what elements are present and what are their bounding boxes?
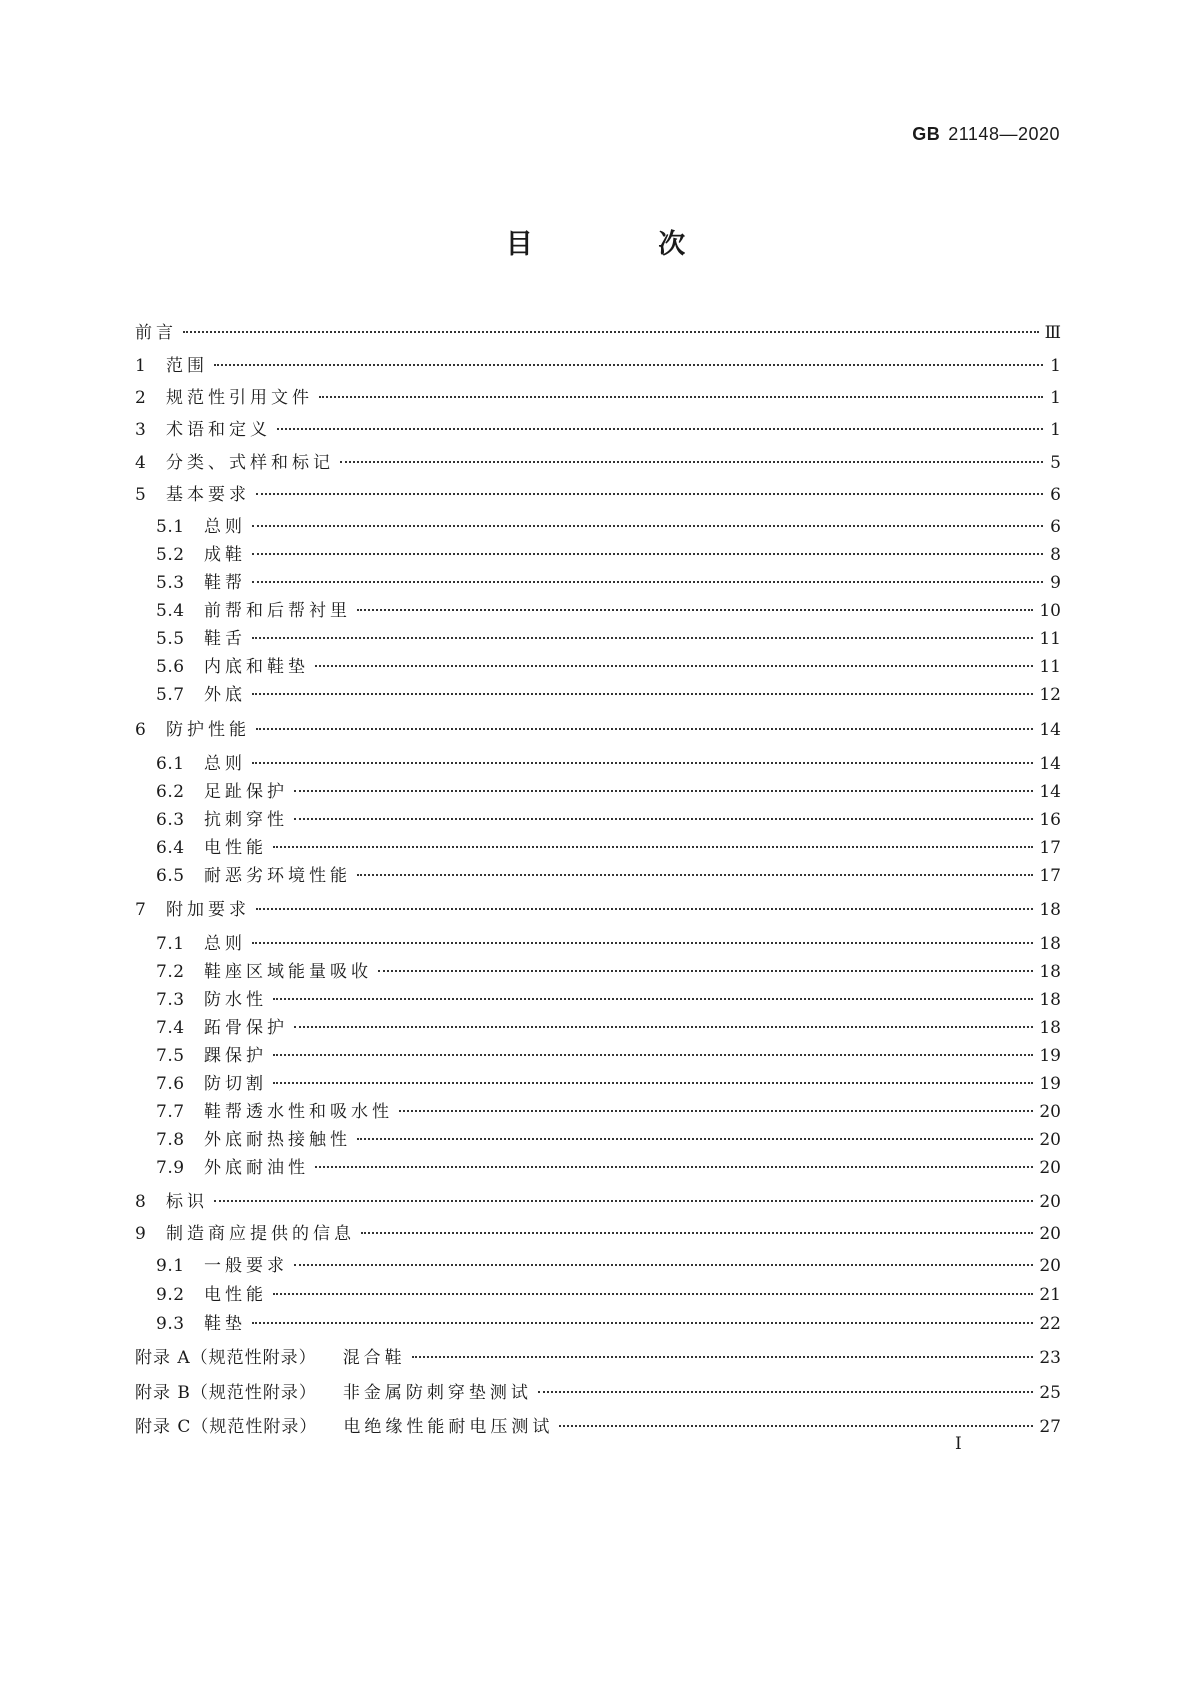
toc-entry-label: 基本要求 [166,485,250,505]
dot-leader [273,1053,1033,1056]
toc-entry-page: 18 [1039,990,1061,1010]
toc-entry[interactable] [135,1415,1061,1439]
dot-leader [252,636,1033,639]
toc-entry[interactable] [156,599,1061,623]
toc-entry[interactable] [156,627,1061,651]
dot-leader [412,1355,1034,1358]
toc-entry-label: 成鞋 [204,545,246,565]
dot-leader [277,427,1043,430]
dot-leader [252,552,1043,555]
toc-entry[interactable] [135,418,1061,442]
toc-entry-number: 7.2 [156,962,185,982]
dot-leader [357,608,1033,611]
toc-entry-number: 2 [135,388,147,408]
toc-entry[interactable] [156,543,1061,567]
toc-entry-page: 6 [1050,485,1061,505]
toc-entry-label: 外底耐油性 [204,1158,309,1178]
dot-leader [315,664,1033,667]
toc-entry-label: 外底耐热接触性 [204,1130,351,1150]
toc-entry-page: 14 [1039,754,1061,774]
standard-prefix: GB [912,124,941,144]
toc-entry-page: 19 [1039,1046,1061,1066]
toc-entry[interactable] [156,988,1061,1012]
toc-entry-label: 术语和定义 [166,420,271,440]
toc-entry-number: 6.4 [156,838,185,858]
toc-entry-page: 12 [1039,685,1061,705]
toc-entry[interactable] [156,1128,1061,1152]
toc-entry-number: 6.3 [156,810,185,830]
toc-entry-page: 25 [1039,1383,1061,1403]
toc-entry-label: 分类、式样和标记 [166,453,334,473]
dot-leader [252,761,1033,764]
toc-entry[interactable] [156,1283,1061,1307]
toc-entry-page: 1 [1050,388,1061,408]
toc-entry[interactable] [156,960,1061,984]
toc-entry[interactable] [156,1156,1061,1180]
toc-entry-page: 16 [1039,810,1061,830]
appendix-label: 附录 C（规范性附录） [135,1417,318,1437]
toc-entry-page: 22 [1039,1314,1061,1334]
dot-leader [538,1390,1033,1393]
footer-page-number: I [955,1434,962,1454]
toc-entry-number: 9.2 [156,1285,185,1305]
toc-entry-number: 5 [135,485,147,505]
toc-entry[interactable] [156,1100,1061,1124]
toc-entry[interactable] [156,932,1061,956]
dot-leader [399,1109,1033,1112]
toc-entry-number: 7.1 [156,934,185,954]
toc-entry-label: 耐恶劣环境性能 [204,866,351,886]
toc-entry-page: 18 [1039,962,1061,982]
toc-entry-number: 6.5 [156,866,185,886]
toc-entry-page: 14 [1039,720,1061,740]
toc-entry[interactable] [135,1190,1061,1214]
toc-entry-page: 18 [1039,1018,1061,1038]
toc-entry-label: 总则 [204,934,246,954]
toc-entry-number: 6 [135,720,147,740]
appendix-title: 混合鞋 [342,1348,406,1368]
dot-leader [256,727,1033,730]
dot-leader [294,1263,1033,1266]
toc-entry-label: 抗刺穿性 [204,810,288,830]
dot-leader [559,1424,1033,1427]
toc-entry-page: 20 [1039,1256,1061,1276]
appendix-title: 非金属防刺穿垫测试 [342,1383,532,1403]
toc-entry-page: 6 [1050,517,1061,537]
toc-entry[interactable] [135,1381,1061,1405]
toc-entry[interactable] [135,321,1061,345]
toc-entry[interactable] [135,898,1061,922]
toc-entry-label: 防切割 [204,1074,267,1094]
toc-entry-label: 附加要求 [166,900,250,920]
toc-entry-number: 9.1 [156,1256,185,1276]
toc-entry[interactable] [135,483,1061,507]
toc-entry-label: 鞋座区域能量吸收 [204,962,372,982]
toc-entry[interactable] [156,1312,1061,1336]
toc-entry-label: 跖骨保护 [204,1018,288,1038]
toc-entry[interactable] [156,836,1061,860]
toc-entry-label: 鞋舌 [204,629,246,649]
toc-entry-page: 19 [1039,1074,1061,1094]
toc-entry-number: 1 [135,356,147,376]
toc-entry-label [135,1381,532,1405]
toc-entry-number: 5.4 [156,601,185,621]
toc-entry-number: 5.2 [156,545,185,565]
toc-entry-label: 电性能 [204,838,267,858]
dot-leader [357,1137,1033,1140]
appendix-label: 附录 B（规范性附录） [135,1383,317,1403]
toc-entry-number: 8 [135,1192,147,1212]
dot-leader [294,817,1033,820]
toc-entry-number: 7 [135,900,147,920]
dot-leader [214,363,1043,366]
appendix-label: 附录 A（规范性附录） [135,1348,317,1368]
toc-entry-label: 制造商应提供的信息 [166,1224,355,1244]
toc-entry-label: 规范性引用文件 [166,388,313,408]
toc-entry-label: 外底 [204,685,246,705]
toc-entry-number: 6.1 [156,754,185,774]
toc-entry-page: 18 [1039,934,1061,954]
standard-number: 21148—2020 [948,124,1060,144]
toc-entry-page: 14 [1039,782,1061,802]
toc-entry[interactable] [156,1072,1061,1096]
dot-leader [252,580,1043,583]
toc-entry-page: 18 [1039,900,1061,920]
dot-leader [273,1292,1033,1295]
toc-entry-page: 20 [1039,1130,1061,1150]
dot-leader [273,845,1033,848]
toc-entry-page: 27 [1039,1417,1061,1437]
toc-entry-label [135,1346,406,1370]
dot-leader [361,1231,1033,1234]
dot-leader [252,692,1033,695]
dot-leader [319,395,1043,398]
dot-leader [252,1321,1033,1324]
dot-leader [294,789,1033,792]
toc-entry-number: 5.1 [156,517,185,537]
toc-entry-label: 总则 [204,754,246,774]
toc-entry-number: 7.6 [156,1074,185,1094]
toc-entry-number: 4 [135,453,147,473]
toc-entry-label: 防水性 [204,990,267,1010]
toc-entry-label: 踝保护 [204,1046,267,1066]
toc-entry-page: 17 [1039,866,1061,886]
dot-leader [256,907,1033,910]
toc-entry-label: 足趾保护 [204,782,288,802]
toc-entry[interactable] [135,1222,1061,1246]
dot-leader [294,1025,1033,1028]
toc-entry[interactable] [156,1016,1061,1040]
toc-entry-page: 5 [1050,453,1061,473]
appendix-title: 电绝缘性能耐电压测试 [343,1417,554,1437]
toc-entry-number: 5.7 [156,685,185,705]
toc-entry-number: 3 [135,420,147,440]
toc-entry-label: 鞋帮透水性和吸水性 [204,1102,393,1122]
toc-entry-number: 5.6 [156,657,185,677]
toc-entry-number: 7.7 [156,1102,185,1122]
toc-entry-number: 7.4 [156,1018,185,1038]
toc-entry-page: 1 [1050,420,1061,440]
toc-entry[interactable] [135,354,1061,378]
toc-title: 目 次 [505,229,744,260]
toc-entry-label: 鞋帮 [204,573,246,593]
toc-entry-page: Ⅲ [1044,323,1061,343]
toc-entry[interactable] [156,1044,1061,1068]
dot-leader [256,492,1043,495]
toc-entry-label: 内底和鞋垫 [204,657,309,677]
dot-leader [378,969,1033,972]
dot-leader [315,1165,1033,1168]
toc-entry-page: 11 [1039,657,1061,677]
dot-leader [340,460,1043,463]
toc-entry-number: 7.8 [156,1130,185,1150]
toc-entry-label: 防护性能 [166,720,250,740]
toc-entry-number: 5.5 [156,629,185,649]
toc-entry-number: 7.5 [156,1046,185,1066]
toc-entry-page: 20 [1039,1192,1061,1212]
dot-leader [214,1199,1033,1202]
toc-entry-number: 7.3 [156,990,185,1010]
toc-entry-number: 5.3 [156,573,185,593]
toc-entry[interactable] [156,752,1061,776]
dot-leader [357,873,1033,876]
toc-entry-label: 前帮和后帮衬里 [204,601,351,621]
toc-entry[interactable] [156,864,1061,888]
toc-entry-label [135,1415,553,1439]
toc-entry-page: 20 [1039,1158,1061,1178]
toc-entry-label: 总则 [204,517,246,537]
toc-entry-label: 电性能 [204,1285,267,1305]
toc-entry[interactable] [135,718,1061,742]
dot-leader [273,1081,1033,1084]
toc-entry-page: 11 [1039,629,1061,649]
toc-entry[interactable] [156,808,1061,832]
toc-entry-label: 一般要求 [204,1256,288,1276]
toc-entry-label: 前言 [135,323,177,343]
toc-entry[interactable] [135,386,1061,410]
toc-entry-page: 1 [1050,356,1061,376]
dot-leader [252,941,1033,944]
toc-entry-number: 9 [135,1224,147,1244]
toc-entry[interactable] [135,1346,1061,1370]
toc-entry-number: 7.9 [156,1158,185,1178]
toc-entry[interactable] [156,655,1061,679]
toc-entry-page: 17 [1039,838,1061,858]
toc-entry-page: 21 [1039,1285,1061,1305]
toc-entry-page: 9 [1050,573,1061,593]
toc-entry[interactable] [156,1254,1061,1278]
toc-entry-number: 6.2 [156,782,185,802]
toc-entry[interactable] [156,683,1061,707]
toc-entry-label: 范围 [166,356,208,376]
toc-entry-page: 8 [1050,545,1061,565]
toc-entry-number: 9.3 [156,1314,185,1334]
dot-leader [183,330,1039,333]
toc-entry[interactable] [156,571,1061,595]
dot-leader [252,524,1043,527]
toc-entry[interactable] [156,515,1061,539]
toc-entry-label: 标识 [166,1192,208,1212]
toc-entry-page: 20 [1039,1224,1061,1244]
toc-entry-page: 10 [1039,601,1061,621]
toc-entry[interactable] [156,780,1061,804]
standard-code [912,124,1060,145]
toc-entry[interactable] [135,451,1061,475]
toc-entry-label: 鞋垫 [204,1314,246,1334]
dot-leader [273,997,1033,1000]
toc-entry-page: 23 [1039,1348,1061,1368]
toc-entry-page: 20 [1039,1102,1061,1122]
